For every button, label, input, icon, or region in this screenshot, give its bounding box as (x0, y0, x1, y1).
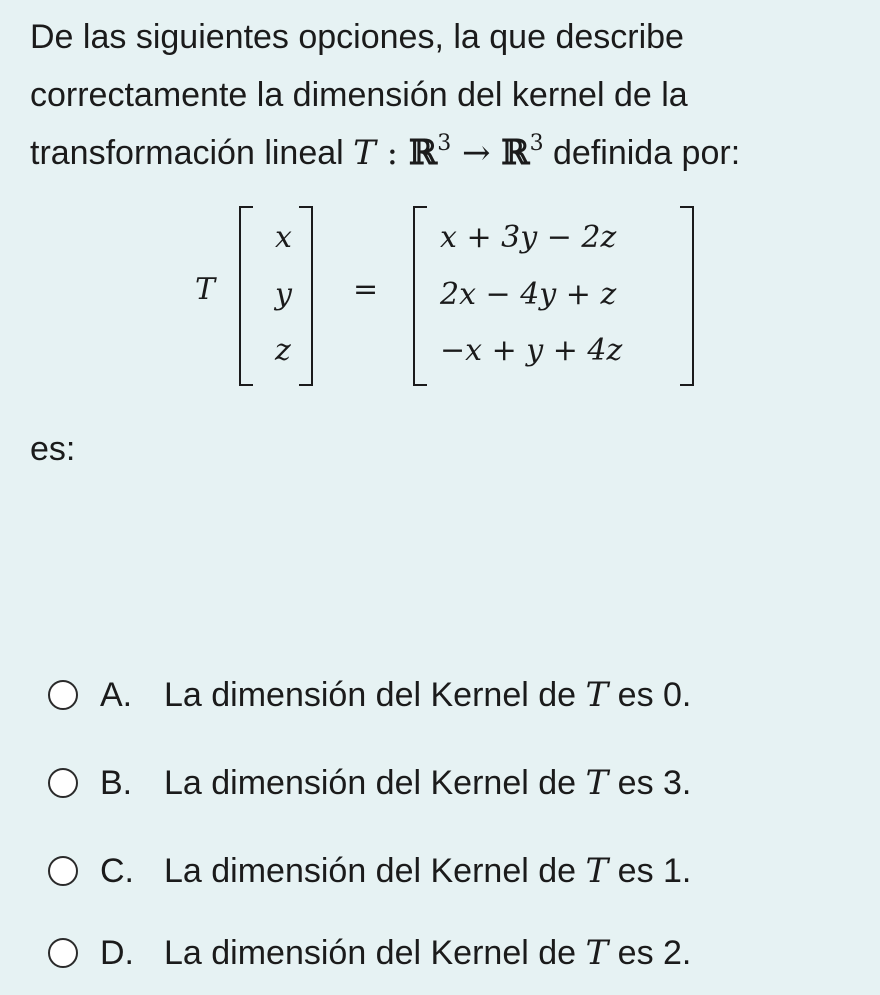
vector-z: z (275, 333, 291, 368)
option-d[interactable] (48, 928, 691, 978)
vector-left-bracket (239, 206, 253, 386)
result-vector (440, 212, 622, 377)
option-d-text: La dimensión del Kernel de (164, 933, 577, 972)
option-c-letter: C. (100, 851, 134, 890)
option-a-text: La dimensión del Kernel de (164, 675, 577, 714)
result-row-1: x + 3y − 2z (440, 220, 617, 255)
map-colon: : (375, 133, 409, 173)
option-c-text: La dimensión del Kernel de (164, 851, 577, 890)
question-line-2: correctamente la dimensión del kernel de la (30, 76, 688, 114)
result-left-bracket (413, 206, 427, 386)
map-symbol-T: T (353, 133, 376, 173)
option-c[interactable] (48, 846, 691, 896)
option-b-letter: B. (100, 763, 133, 802)
radio-a[interactable] (48, 680, 78, 710)
equation-T: T (195, 272, 216, 307)
question-line-3 (30, 124, 865, 182)
question-tail: es: (30, 430, 76, 468)
question-line-3-suffix: definida por: (553, 134, 741, 172)
option-d-end: es 2. (617, 933, 692, 972)
vector-y: y (275, 276, 292, 312)
option-d-letter: D. (100, 933, 134, 972)
equals-sign: = (353, 272, 379, 307)
question-line-3-prefix: transformación lineal (30, 134, 344, 172)
option-d-T: T (585, 933, 609, 973)
vector-right-bracket (299, 206, 313, 386)
option-a-letter: A. (100, 675, 133, 714)
question-text (30, 8, 865, 182)
result-right-bracket (680, 206, 694, 386)
map-codomain: ℝ (501, 133, 530, 173)
option-b-T: T (585, 763, 609, 803)
vector-x: x (275, 220, 292, 255)
option-b-text: La dimensión del Kernel de (164, 763, 577, 802)
result-row-2: 2x − 4y + z (440, 276, 617, 312)
option-c-T: T (585, 851, 609, 891)
result-row-3: −x + y + 4z (440, 333, 623, 368)
option-a-end: es 0. (617, 675, 692, 714)
option-c-end: es 1. (617, 851, 692, 890)
map-arrow: → (451, 133, 502, 173)
radio-b[interactable] (48, 768, 78, 798)
option-b[interactable] (48, 758, 691, 808)
option-b-end: es 3. (617, 763, 692, 802)
map-domain: ℝ (408, 133, 438, 173)
radio-c[interactable] (48, 856, 78, 886)
input-vector (275, 212, 292, 377)
option-a[interactable] (48, 670, 691, 720)
question-line-1: De las siguientes opciones, la que describe (30, 18, 684, 56)
map-codomain-exp: 3 (529, 131, 544, 156)
map-domain-exp: 3 (437, 131, 452, 156)
transformation-equation (195, 200, 715, 390)
radio-d[interactable] (48, 938, 78, 968)
option-a-T: T (585, 675, 609, 715)
